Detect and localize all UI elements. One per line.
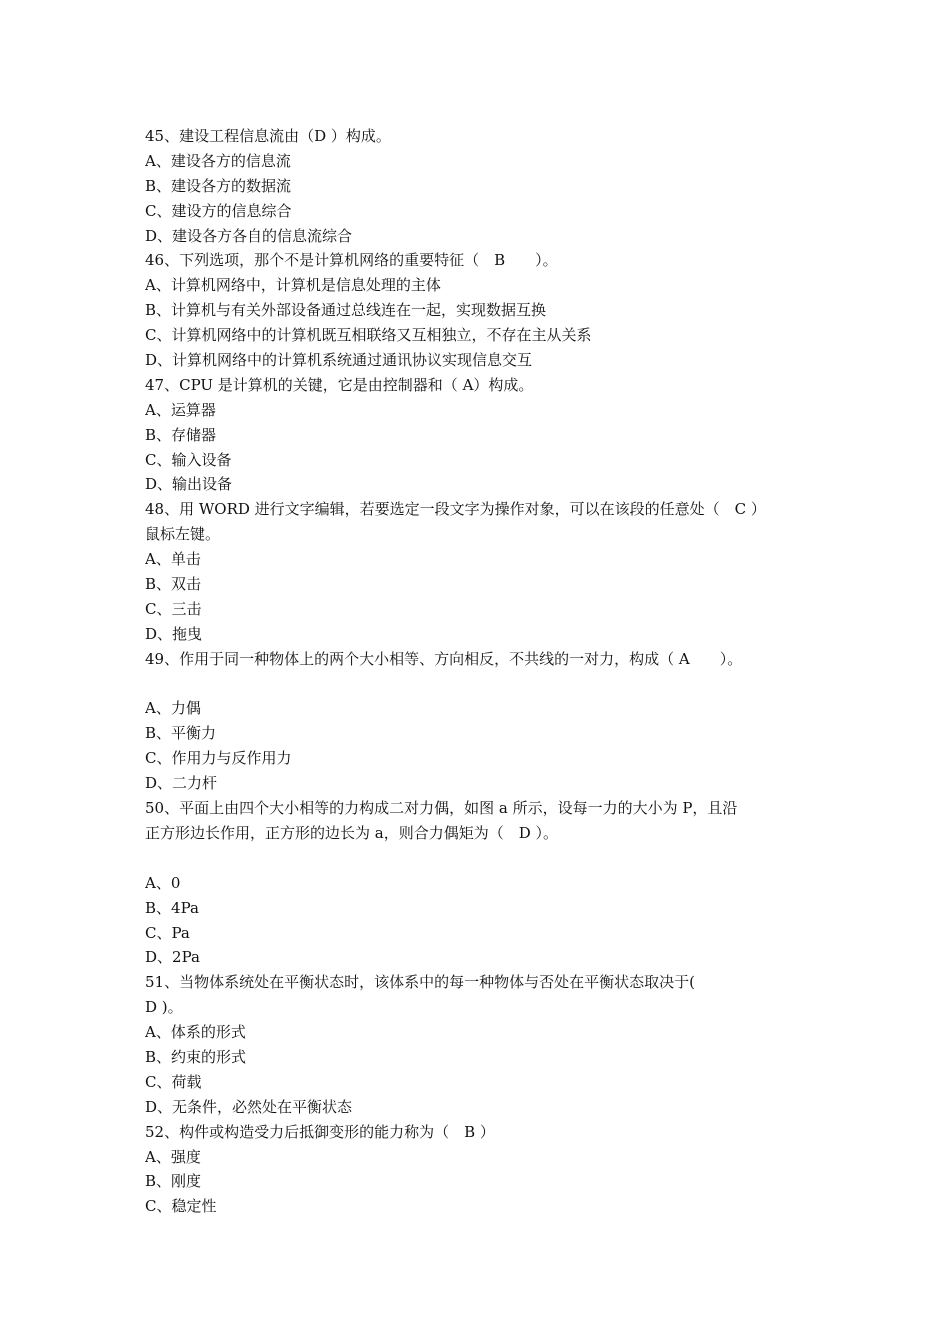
answer-option: A、建设各方的信息流 xyxy=(145,151,291,170)
question-block xyxy=(145,796,810,970)
question-block xyxy=(145,248,810,372)
answer-option: A、运算器 xyxy=(145,400,216,419)
answer-option: C、荷载 xyxy=(145,1072,202,1091)
blank-line xyxy=(145,672,810,697)
question-stem: 49、作用于同一种物体上的两个大小相等、方向相反，不共线的一对力，构成（ A ）。 xyxy=(145,649,743,668)
answer-option: D、计算机网络中的计算机系统通过通讯协议实现信息交互 xyxy=(145,351,533,370)
question-stem: 52、构件或构造受力后抵御变形的能力称为（ B ） xyxy=(145,1122,495,1141)
answer-option: B、双击 xyxy=(145,575,202,594)
answer-option: A、体系的形式 xyxy=(145,1023,246,1042)
question-block xyxy=(145,497,810,646)
answer-option: B、建设各方的数据流 xyxy=(145,176,292,195)
answer-option: A、强度 xyxy=(145,1147,201,1166)
answer-option: C、三击 xyxy=(145,599,202,618)
question-stem: 46、下列选项，那个不是计算机网络的重要特征（ B ）。 xyxy=(145,251,558,270)
answer-option: D、输出设备 xyxy=(145,475,233,494)
question-block xyxy=(145,970,810,1119)
question-stem: 50、平面上由四个大小相等的力构成二对力偶，如图 a 所示，设每一力的大小为 P，且沿 xyxy=(145,799,738,818)
answer-option: D、无条件，必然处在平衡状态 xyxy=(145,1097,353,1116)
answer-option: D、二力杆 xyxy=(145,774,218,793)
answer-option: B、刚度 xyxy=(145,1172,202,1191)
answer-option: B、4Pa xyxy=(145,898,199,917)
question-stem: 48、用 WORD 进行文字编辑，若要选定一段文字为操作对象，可以在该段的任意处（ C ） xyxy=(145,500,766,519)
answer-option: C、计算机网络中的计算机既互相联络又互相独立，不存在主从关系 xyxy=(145,326,592,345)
answer-option: B、平衡力 xyxy=(145,724,217,743)
answer-option: B、存储器 xyxy=(145,425,217,444)
question-block xyxy=(145,647,810,796)
answer-option: D、2Pa xyxy=(145,948,200,967)
answer-option: C、建设方的信息综合 xyxy=(145,201,292,220)
question-stem: 51、当物体系统处在平衡状态时，该体系中的每一种物体与否处在平衡状态取决于( xyxy=(145,973,695,992)
question-block xyxy=(145,1120,810,1220)
question-list xyxy=(145,124,810,1219)
answer-option: A、0 xyxy=(145,873,181,892)
answer-option: B、约束的形式 xyxy=(145,1047,247,1066)
answer-option: C、作用力与反作用力 xyxy=(145,749,292,768)
question-block xyxy=(145,124,810,248)
question-stem: 正方形边长作用，正方形的边长为 a，则合力偶矩为（ D ）。 xyxy=(145,823,559,842)
answer-option: B、计算机与有关外部设备通过总线连在一起，实现数据互换 xyxy=(145,301,547,320)
answer-option: D、拖曳 xyxy=(145,624,203,643)
answer-option: C、稳定性 xyxy=(145,1197,217,1216)
answer-option: C、输入设备 xyxy=(145,450,232,469)
question-stem: 鼠标左键。 xyxy=(145,525,221,544)
question-block xyxy=(145,373,810,497)
answer-option: A、计算机网络中，计算机是信息处理的主体 xyxy=(145,276,441,295)
answer-option: C、Pa xyxy=(145,923,190,942)
answer-option: D、建设各方各自的信息流综合 xyxy=(145,226,353,245)
answer-option: A、单击 xyxy=(145,550,201,569)
answer-option: A、力偶 xyxy=(145,699,201,718)
question-stem: D )。 xyxy=(145,998,183,1017)
blank-line xyxy=(145,846,810,871)
question-stem: 47、CPU 是计算机的关键，它是由控制器和（ A）构成。 xyxy=(145,375,534,394)
question-stem: 45、建设工程信息流由（D ）构成。 xyxy=(145,127,391,145)
